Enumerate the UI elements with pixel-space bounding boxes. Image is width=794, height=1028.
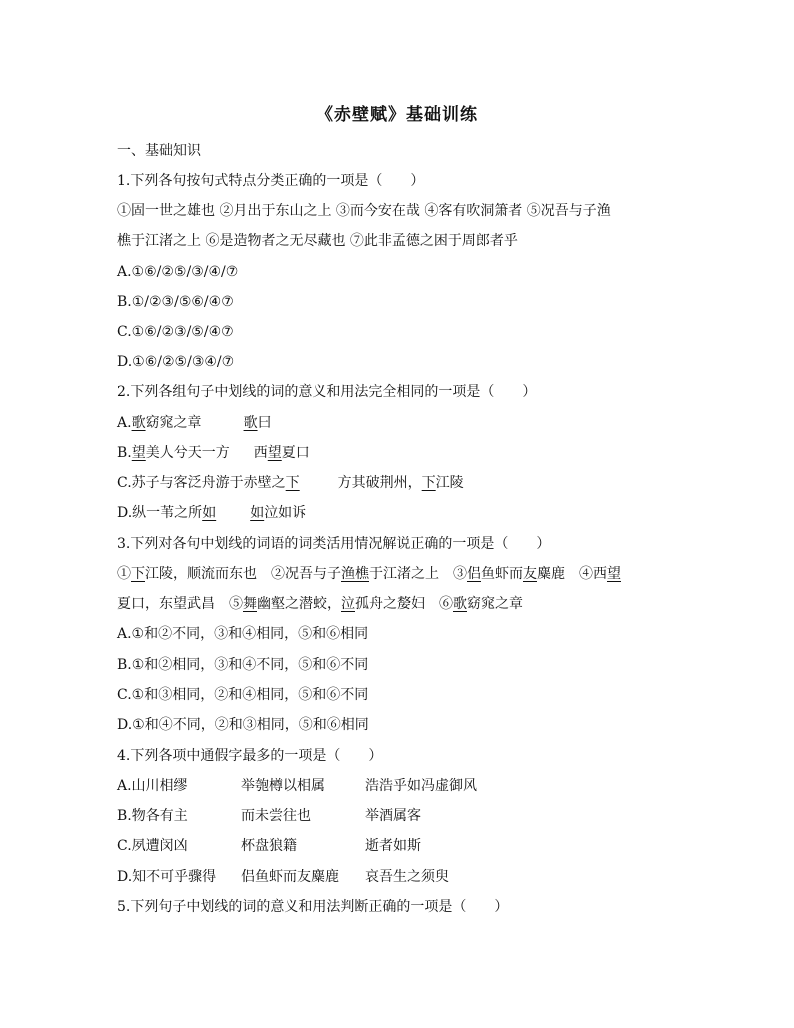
q4-option-b: B.物各有主 而未尝往也 举酒属客 xyxy=(117,808,421,824)
underlined-word: 如 xyxy=(202,505,217,521)
q3-option-a: A.①和②不同，③和④相同，⑤和⑥相同 xyxy=(117,626,369,642)
q2-a-label: A. xyxy=(117,415,132,431)
q1-option-d: D.①⑥/②⑤/③④/⑦ xyxy=(117,354,235,370)
q4-stem: 4.下列各项中通假字最多的一项是（ ） xyxy=(117,748,383,764)
underlined-word: 泣 xyxy=(341,596,355,612)
q4-option-d: D.知不可乎骤得 侣鱼虾而友麋鹿 哀吾生之须臾 xyxy=(117,869,449,885)
underlined-word: 望 xyxy=(131,445,146,461)
q2-option-c: C.苏子与客泛舟游于赤壁之下 方其破荆州，下江陵 xyxy=(117,475,464,491)
q3-sentences-line1: ①下江陵，顺流而东也 ②况吾与子渔樵于江渚之上 ③侣鱼虾而友麋鹿 ④西望 xyxy=(117,566,621,582)
underlined-word: 望 xyxy=(267,445,282,461)
underlined-word: 舞 xyxy=(243,596,257,612)
q1-option-c: C.①⑥/②③/⑤/④⑦ xyxy=(117,324,234,340)
document-title: 《赤壁赋》基础训练 xyxy=(316,105,478,125)
underlined-word: 下 xyxy=(421,475,436,491)
q3-sentences-line2: 夏口，东望武昌 ⑤舞幽壑之潜蛟，泣孤舟之嫠妇 ⑥歌窈窕之章 xyxy=(117,596,523,612)
q2-option-a: A.歌窈窕之章 歌曰 xyxy=(117,415,272,431)
underlined-word: 歌 xyxy=(131,415,146,431)
q3-option-d: D.①和④不同，②和③相同，⑤和⑥相同 xyxy=(117,717,369,733)
underlined-word: 友 xyxy=(523,566,537,582)
q1-sentences-line1: ①固一世之雄也 ②月出于东山之上 ③而今安在哉 ④客有吹洞箫者 ⑤况吾与子渔 xyxy=(117,203,611,219)
q1-sentences-line2: 樵于江渚之上 ⑥是造物者之无尽藏也 ⑦此非孟德之困于周郎者乎 xyxy=(117,233,518,249)
q1-stem: 1.下列各句按句式特点分类正确的一项是（ ） xyxy=(117,173,425,189)
q5-stem: 5.下列句子中划线的词的意义和用法判断正确的一项是（ ） xyxy=(117,899,509,915)
q2-option-b: B.望美人兮天一方 西望夏口 xyxy=(117,445,310,461)
q3-option-c: C.①和③相同，②和④相同，⑤和⑥不同 xyxy=(117,687,369,703)
underlined-word: 歌 xyxy=(243,415,258,431)
q3-stem: 3.下列对各句中划线的词语的词类活用情况解说正确的一项是（ ） xyxy=(117,536,551,552)
q4-option-a: A.山川相缪 举匏樽以相属 浩浩乎如冯虚御风 xyxy=(117,778,477,794)
section-heading: 一、基础知识 xyxy=(117,143,201,159)
q2-stem: 2.下列各组句子中划线的词的意义和用法完全相同的一项是（ ） xyxy=(117,384,537,400)
q1-option-a: A.①⑥/②⑤/③/④/⑦ xyxy=(117,264,239,280)
q2-option-d: D.纵一苇之所如 如泣如诉 xyxy=(117,505,307,521)
underlined-word: 歌 xyxy=(453,596,467,612)
q3-option-b: B.①和②相同，③和④不同，⑤和⑥不同 xyxy=(117,657,369,673)
q1-option-b: B.①/②③/⑤⑥/④⑦ xyxy=(117,294,234,310)
underlined-word: 下 xyxy=(131,566,145,582)
underlined-word: 望 xyxy=(607,566,621,582)
q4-option-c: C.夙遭闵凶 杯盘狼籍 逝者如斯 xyxy=(117,838,421,854)
underlined-word: 如 xyxy=(250,505,265,521)
underlined-word: 侣 xyxy=(467,566,481,582)
underlined-word: 渔樵 xyxy=(341,566,369,582)
underlined-word: 下 xyxy=(285,475,300,491)
